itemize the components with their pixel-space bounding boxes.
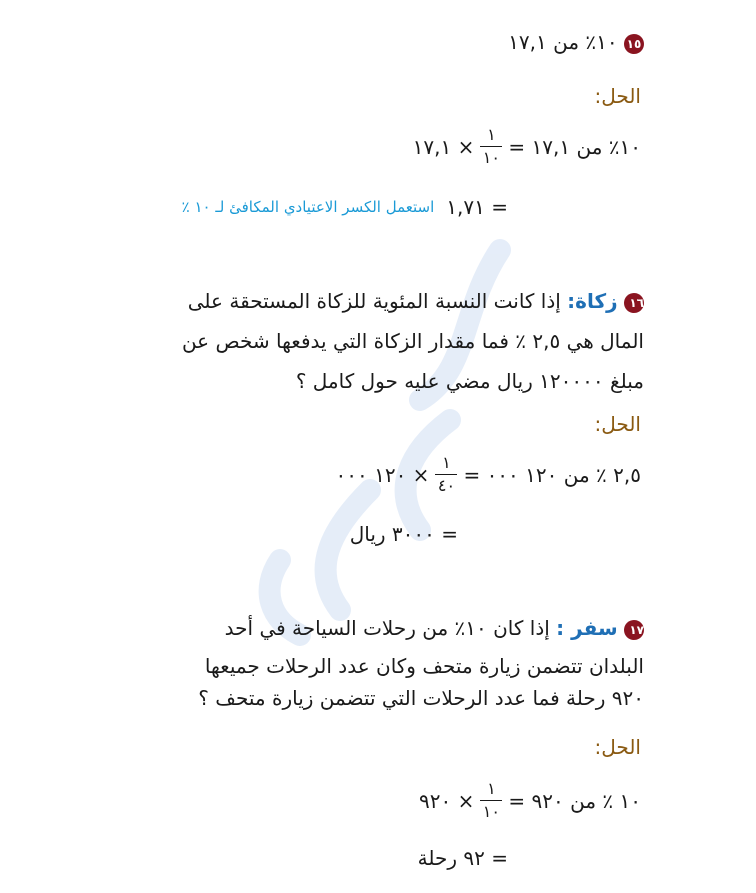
problem-17-line-3: ٩٢٠ رحلة فما عدد الرحلات التي تتضمن زيارة متحف ؟ <box>198 686 644 710</box>
eq15-result: = ١,٧١ <box>446 195 508 219</box>
problem-15-badge: ١٥ <box>624 34 644 54</box>
eq16-fraction <box>435 454 457 495</box>
eq15-rhs: × ١٧,١ <box>412 134 475 159</box>
eq17-fraction <box>480 780 502 821</box>
problem-17-text <box>116 608 644 712</box>
problem-16-keyword: زكاة: <box>567 289 618 313</box>
eq16-frac-den: ٤٠ <box>437 476 456 495</box>
problem-15-equation-1 <box>413 126 641 167</box>
eq15-lhs: ١٠٪ من ١٧,١ = <box>508 134 641 159</box>
eq15-fraction <box>480 126 502 167</box>
problem-16-text <box>116 281 644 401</box>
eq17-result: = ٩٢ رحلة <box>417 846 508 870</box>
eq15-frac-den: ١٠ <box>482 148 500 167</box>
problem-17-solution-label: الحل: <box>594 735 641 759</box>
problem-16-badge: ١٦ <box>624 293 644 313</box>
problem-15-title: ١٠٪ من ١٧,١ <box>508 30 618 54</box>
fraction-bar <box>480 146 502 147</box>
problem-17-equation-1 <box>419 780 641 821</box>
problem-15-equation-2-row <box>182 195 508 219</box>
problem-15-solution-label: الحل: <box>594 84 641 108</box>
problem-16-line-3: مبلغ ١٢٠٠٠٠ ريال مضي عليه حول كامل ؟ <box>295 369 644 393</box>
eq17-rhs: × ٩٢٠ <box>419 788 475 813</box>
problem-15-hint: استعمل الكسر الاعتيادي المكافئ لـ ١٠ ٪ <box>181 198 435 216</box>
problem-16-line-1 <box>116 281 644 321</box>
problem-16-line-2: المال هي ٢,٥ ٪ فما مقدار الزكاة التي يدفعها شخص عن <box>181 329 644 353</box>
problem-16-line-1-text: إذا كانت النسبة المئوية للزكاة المستحقة على <box>187 289 561 313</box>
problem-17-line-2: البلدان تتضمن زيارة متحف وكان عدد الرحلات جميعها <box>204 654 644 678</box>
fraction-bar <box>480 800 502 801</box>
eq16-result: = ٣٠٠٠ ريال <box>349 522 458 546</box>
eq16-lhs: ٢,٥ ٪ من ١٢٠ ٠٠٠ = <box>463 462 641 487</box>
problem-16-solution-label: الحل: <box>594 412 641 436</box>
fraction-bar <box>435 474 457 475</box>
problem-17-keyword: سفر : <box>556 616 618 640</box>
problem-17-line-1 <box>116 608 644 648</box>
eq17-frac-num: ١ <box>487 779 496 798</box>
eq16-frac-num: ١ <box>442 453 451 472</box>
problem-15-header <box>508 30 644 54</box>
eq17-frac-den: ١٠ <box>482 802 500 821</box>
eq16-rhs: × ١٢٠ ٠٠٠ <box>335 462 430 487</box>
eq15-frac-num: ١ <box>487 125 496 144</box>
problem-16-equation-1 <box>335 454 641 495</box>
problem-17-badge: ١٧ <box>624 620 644 640</box>
eq17-lhs: ١٠ ٪ من ٩٢٠ = <box>508 788 641 813</box>
problem-17-line-1-text: إذا كان ١٠٪ من رحلات السياحة في أحد <box>224 616 550 640</box>
